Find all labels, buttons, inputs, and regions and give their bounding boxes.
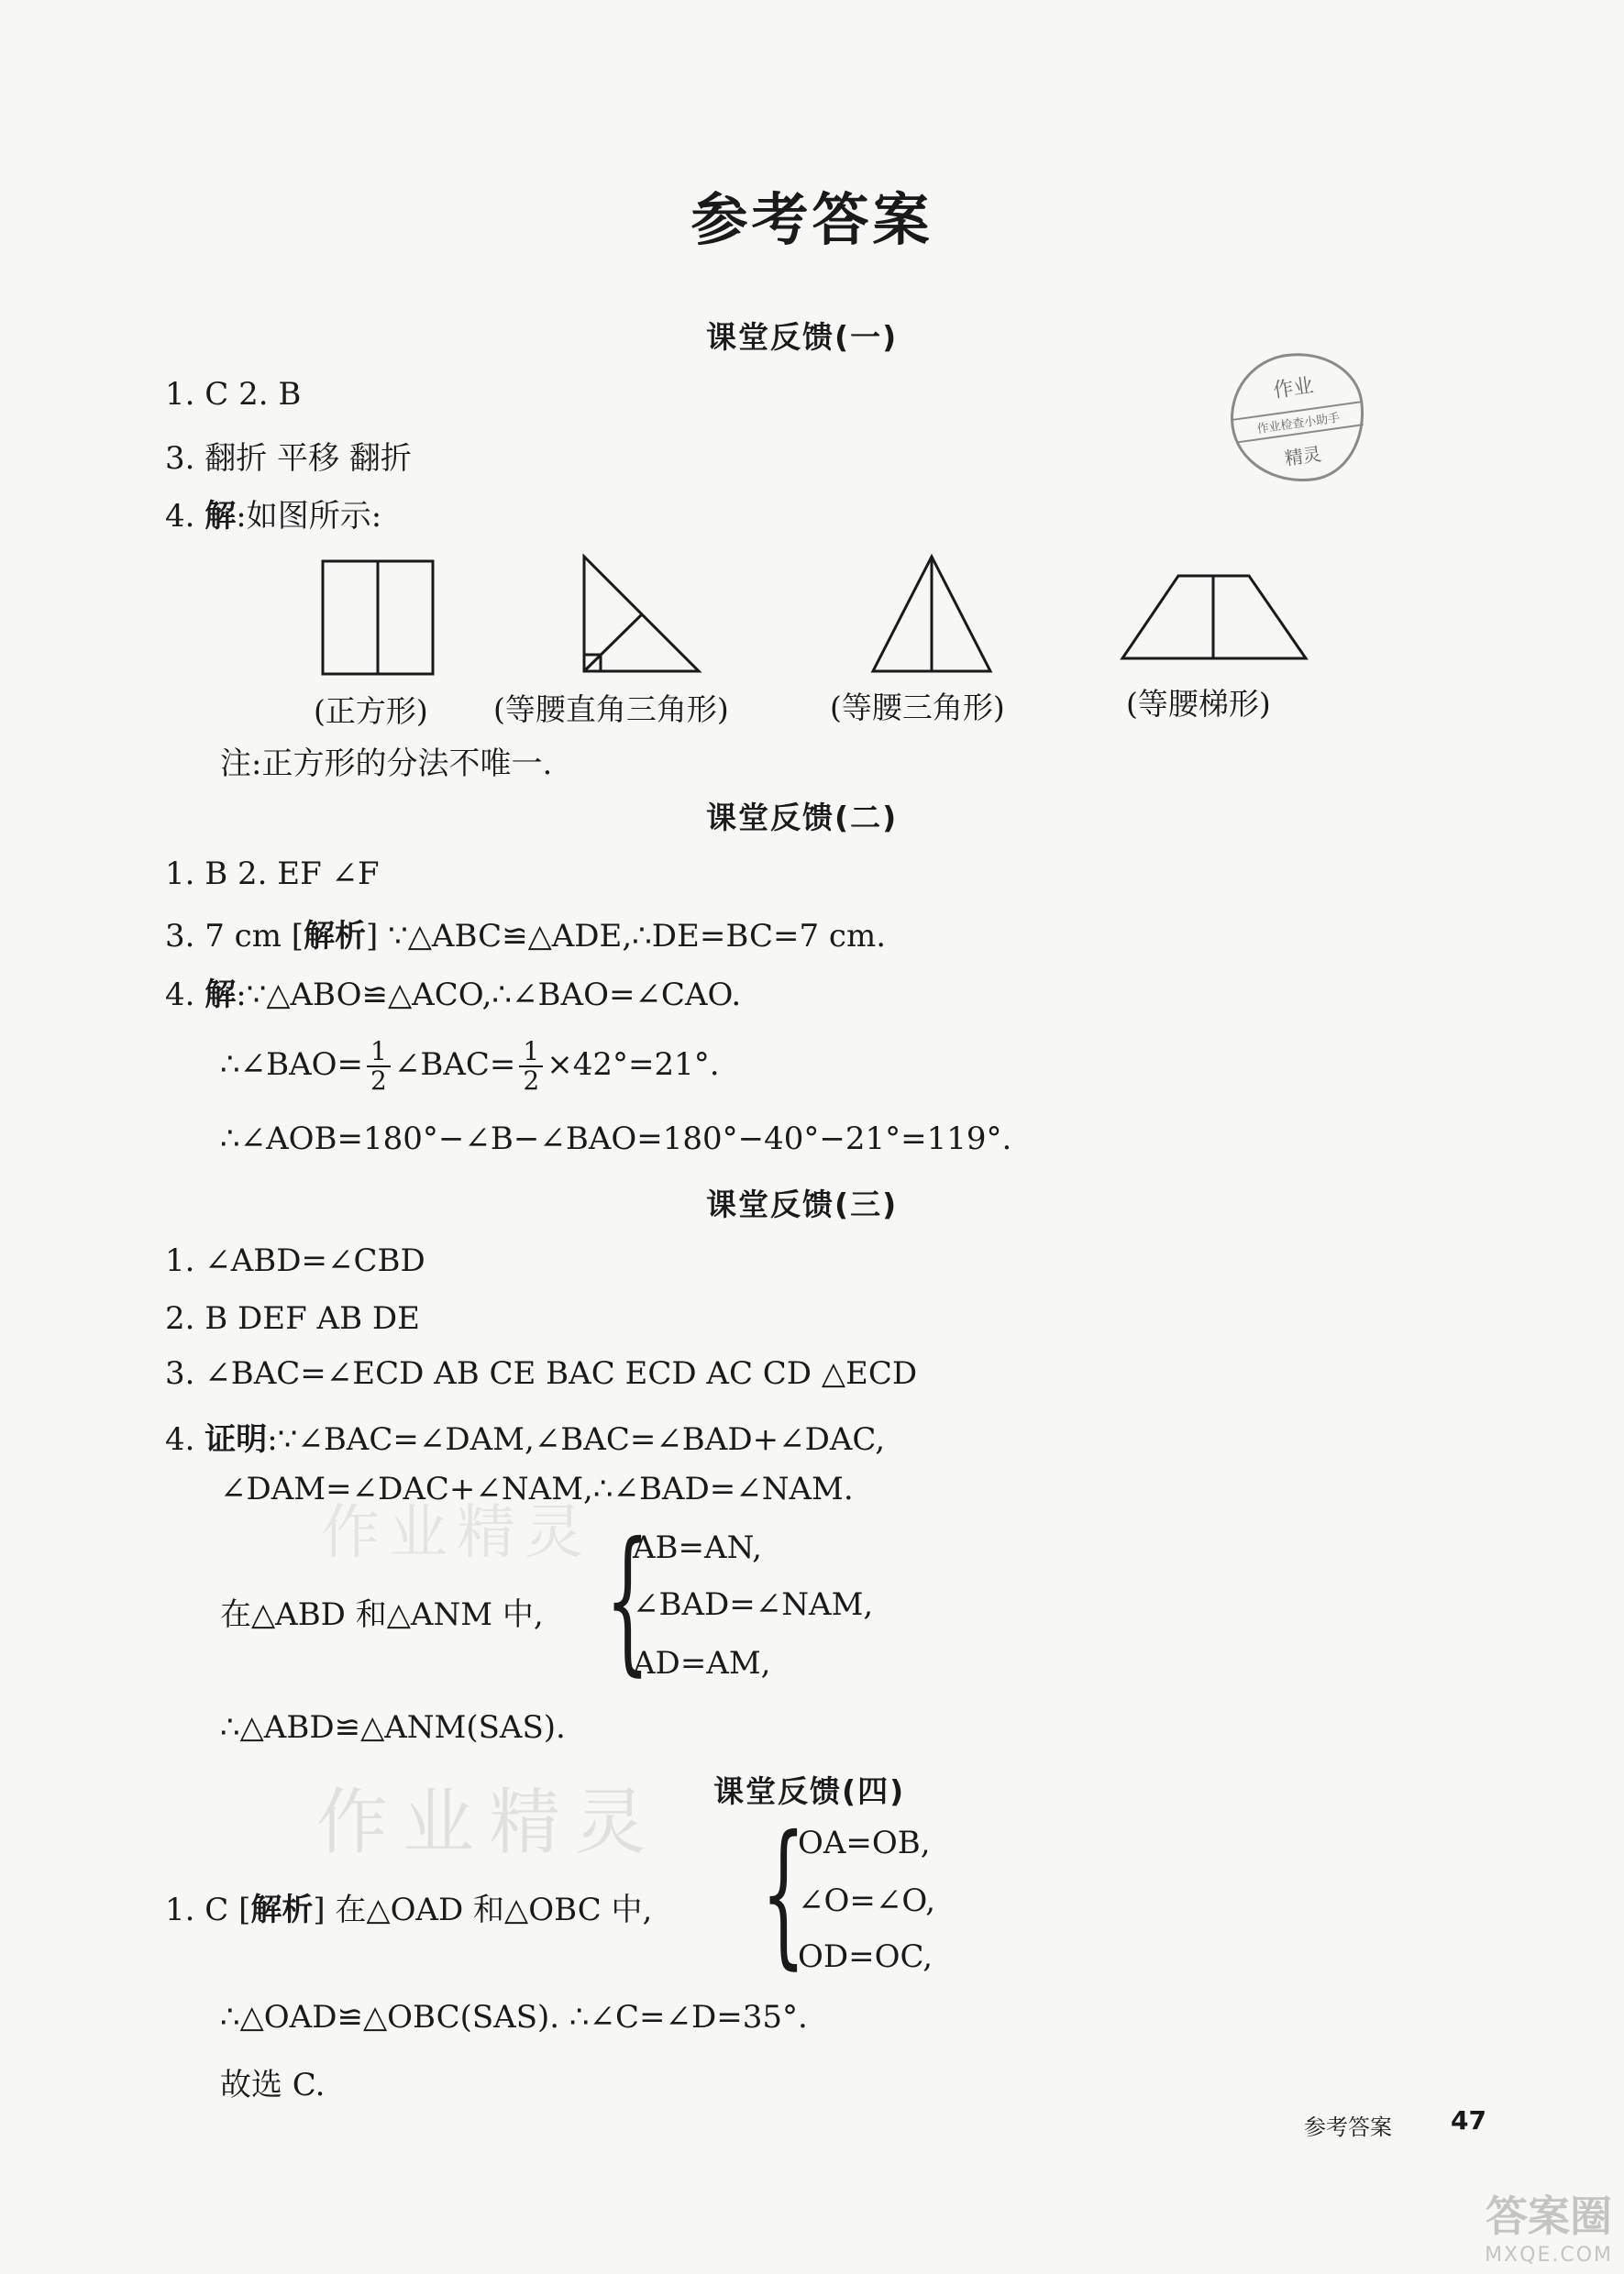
caption-isosceles-trapezoid: (等腰梯形) <box>1126 686 1271 722</box>
square-shape <box>323 561 433 674</box>
s4-line-3: 故选 C. <box>220 2067 326 2103</box>
s1-line-3-bold: 解 <box>204 498 237 535</box>
fraction-denominator: 2 <box>370 1065 387 1096</box>
s3-line-4-rest: :∵∠BAC=∠DAM,∠BAC=∠BAD+∠DAC, <box>267 1421 886 1458</box>
section-1-heading: 课堂反馈(一) <box>706 319 899 355</box>
s2-line-3 <box>165 969 741 1014</box>
corner-logo-top: 答案圈 <box>1486 2191 1613 2241</box>
s3-line-7: ∴△ABD≌△ANM(SAS). <box>220 1709 566 1746</box>
page-number: 47 <box>1451 2105 1486 2136</box>
s1-line-2: 3. 翻折 平移 翻折 <box>165 440 412 477</box>
s4-line-2: ∴△OAD≌△OBC(SAS). ∴∠C=∠D=35°. <box>220 1999 808 2036</box>
s2-line-5: ∴∠AOB=180°−∠B−∠BAO=180°−40°−21°=119°. <box>220 1120 1012 1157</box>
s4-case-1: OA=OB, <box>798 1825 931 1861</box>
s1-note: 注:正方形的分法不唯一. <box>220 745 553 782</box>
s2-line-4-c: ×42°=21°. <box>547 1046 720 1083</box>
s4-brace: { <box>761 1803 806 1984</box>
isosceles-triangle-shape <box>873 557 990 671</box>
fraction-denominator-2: 2 <box>523 1065 540 1096</box>
fraction-numerator-2: 1 <box>519 1038 543 1067</box>
fraction-half-2 <box>519 1038 543 1095</box>
s2-line-3-rest: :∵△ABO≌△ACO,∴∠BAO=∠CAO. <box>236 977 742 1013</box>
s2-line-4-b: ∠BAC= <box>393 1046 516 1083</box>
s2-line-2-b: ] ∵△ABC≌△ADE,∴DE=BC=7 cm. <box>366 918 887 955</box>
fraction-numerator: 1 <box>367 1038 391 1067</box>
s2-line-4-a: ∴∠BAO= <box>220 1046 364 1083</box>
section-3-heading: 课堂反馈(三) <box>706 1187 899 1222</box>
s4-line-1-b: ] 在△OAD 和△OBC 中, <box>313 1892 653 1928</box>
watermark-1: 作业精灵 <box>321 1499 592 1567</box>
s2-line-2-bold: 解析 <box>304 918 367 955</box>
s3-case-2: ∠BAD=∠NAM, <box>633 1586 874 1623</box>
s3-line-6: 在△ABD 和△ANM 中, <box>220 1596 544 1633</box>
s3-line-1: 1. ∠ABD=∠CBD <box>165 1242 425 1279</box>
s2-line-2-a: 3. 7 cm [ <box>165 918 304 955</box>
fraction-half <box>367 1038 391 1095</box>
s3-case-3: AD=AM, <box>633 1645 771 1682</box>
s3-line-2: 2. B DEF AB DE <box>165 1300 420 1337</box>
s4-case-2: ∠O=∠O, <box>798 1882 936 1919</box>
s4-line-1 <box>165 1884 652 1929</box>
s4-case-3: OD=OC, <box>798 1938 934 1975</box>
s3-line-4 <box>165 1414 885 1459</box>
watermark-2: 作业精灵 <box>316 1782 662 1864</box>
s2-line-3-bold: 解 <box>204 977 237 1013</box>
footer-label: 参考答案 <box>1304 2114 1392 2140</box>
stamp-top: 作业 <box>1272 374 1316 403</box>
page-title: 参考答案 <box>690 186 934 253</box>
caption-square: (正方形) <box>314 693 428 729</box>
caption-isosceles-triangle: (等腰三角形) <box>830 690 1005 725</box>
s1-line-3-rest: :如图所示: <box>236 498 382 535</box>
right-isosceles-triangle-shape <box>584 557 699 671</box>
s3-line-5: ∠DAM=∠DAC+∠NAM,∴∠BAD=∠NAM. <box>220 1471 854 1507</box>
shapes-figure <box>0 0 1624 715</box>
s3-line-3: 3. ∠BAC=∠ECD AB CE BAC ECD AC CD △ECD <box>165 1355 918 1392</box>
s2-line-4 <box>220 1038 720 1095</box>
stamp-bottom: 精灵 <box>1283 442 1323 470</box>
corner-logo-bottom: MXQE.COM <box>1485 2244 1613 2267</box>
isosceles-trapezoid-shape <box>1122 576 1306 658</box>
corner-logo <box>1485 2183 1613 2267</box>
s4-line-1-bold: 解析 <box>250 1892 314 1928</box>
s3-brace: { <box>605 1509 650 1691</box>
s1-line-3-num: 4. <box>165 498 205 535</box>
section-4-heading: 课堂反馈(四) <box>713 1773 906 1809</box>
s3-line-4-bold: 证明 <box>204 1421 268 1458</box>
stamp-middle: 作业检查小助手 <box>1232 401 1363 443</box>
section-2-heading: 课堂反馈(二) <box>706 800 899 835</box>
caption-right-isosceles-triangle: (等腰直角三角形) <box>493 691 729 727</box>
s2-line-1: 1. B 2. EF ∠F <box>165 856 380 892</box>
s2-line-3-num: 4. <box>165 977 205 1013</box>
s4-line-1-a: 1. C [ <box>165 1892 251 1928</box>
s3-case-1: AB=AN, <box>633 1529 762 1566</box>
s3-line-4-num: 4. <box>165 1421 205 1458</box>
s2-line-2 <box>165 911 886 955</box>
s1-line-1: 1. C 2. B <box>165 376 302 413</box>
